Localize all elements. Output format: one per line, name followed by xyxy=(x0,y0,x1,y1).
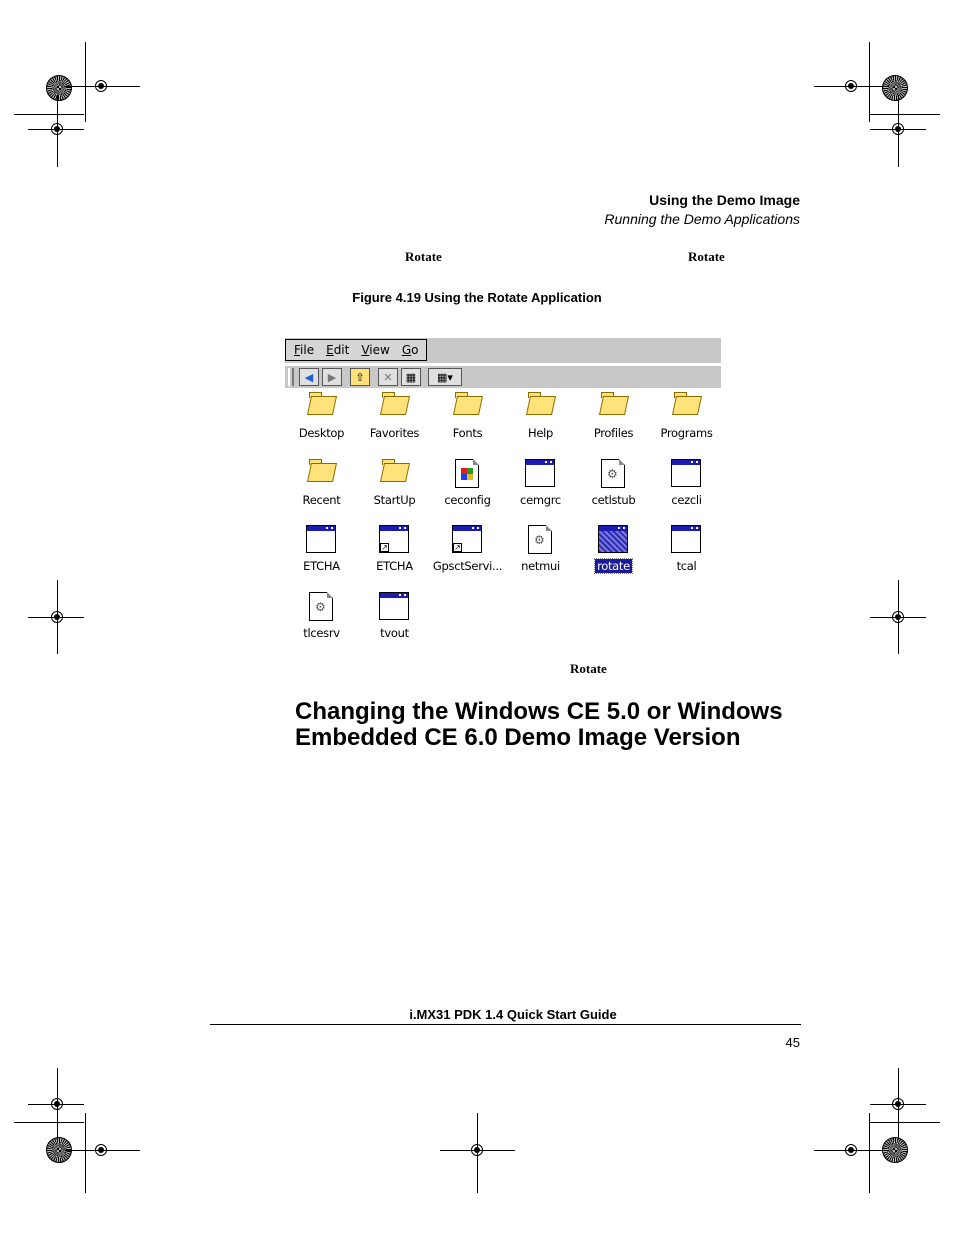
toolbar xyxy=(285,365,721,388)
toolbar-grip[interactable] xyxy=(288,368,294,386)
document-gear-icon: ⚙ xyxy=(309,592,333,621)
footer-divider xyxy=(210,1024,801,1025)
section-heading: Changing the Windows CE 5.0 or Windows Embedded CE 6.0 Demo Image Version xyxy=(295,698,783,751)
application-window-icon xyxy=(671,459,701,487)
body-word-rotate: Rotate xyxy=(405,249,442,264)
registration-rosette-icon xyxy=(46,1137,72,1163)
body-word-rotate: Rotate xyxy=(570,661,607,676)
properties-icon[interactable]: ▦ xyxy=(401,368,421,386)
page-number: 45 xyxy=(785,1035,800,1050)
running-header-title: Using the Demo Image xyxy=(649,192,800,208)
application-window-icon xyxy=(598,525,628,553)
application-window-icon xyxy=(671,525,701,553)
registration-rosette-icon xyxy=(46,75,72,101)
menu-file[interactable]: File xyxy=(294,343,315,357)
application-window-icon xyxy=(525,459,555,487)
application-window-icon xyxy=(379,592,409,620)
folder-icon xyxy=(527,392,553,414)
figure-caption: Figure 4.19 Using the Rotate Application xyxy=(352,290,602,305)
body-word-rotate: Rotate xyxy=(688,249,725,264)
up-folder-icon[interactable]: ⇧ xyxy=(350,368,370,386)
forward-arrow-icon[interactable]: ▶ xyxy=(322,368,342,386)
delete-icon[interactable]: ✕ xyxy=(378,368,398,386)
menu-go[interactable]: Go xyxy=(401,343,419,357)
document-flag-icon xyxy=(455,459,479,488)
menu-edit[interactable]: Edit xyxy=(326,343,350,357)
registration-rosette-icon xyxy=(882,1137,908,1163)
explorer-window: File Edit View Go ◀ ▶ ⇧ ✕ ▦ ▦▾ Desktop Favorites Fonts Help Profiles Programs Recent StartUp ceconfig cemgrc ⚙ cetlstub cezcli ETCHA ↗ ETCHA ↗ GpsctServi... ⚙ netmui rotate tcal ⚙ tlcesrv tvout xyxy=(285,338,721,644)
shortcut-window-icon: ↗ xyxy=(379,525,409,553)
folder-icon xyxy=(308,392,334,414)
folder-icon xyxy=(673,392,699,414)
shortcut-window-icon: ↗ xyxy=(452,525,482,553)
folder-icon xyxy=(308,459,334,481)
menu-bar xyxy=(285,338,721,363)
view-icon[interactable]: ▦▾ xyxy=(428,368,462,386)
registration-rosette-icon xyxy=(882,75,908,101)
folder-icon xyxy=(381,459,407,481)
application-window-icon xyxy=(306,525,336,553)
menu-view[interactable]: View xyxy=(361,343,390,357)
document-gear-icon: ⚙ xyxy=(528,525,552,554)
running-header-subtitle: Running the Demo Applications xyxy=(604,211,800,227)
menu-box xyxy=(285,339,427,361)
folder-icon xyxy=(454,392,480,414)
back-arrow-icon[interactable]: ◀ xyxy=(299,368,319,386)
folder-icon xyxy=(381,392,407,414)
footer-title: i.MX31 PDK 1.4 Quick Start Guide xyxy=(409,1007,617,1022)
folder-icon xyxy=(600,392,626,414)
document-gear-icon: ⚙ xyxy=(601,459,625,488)
